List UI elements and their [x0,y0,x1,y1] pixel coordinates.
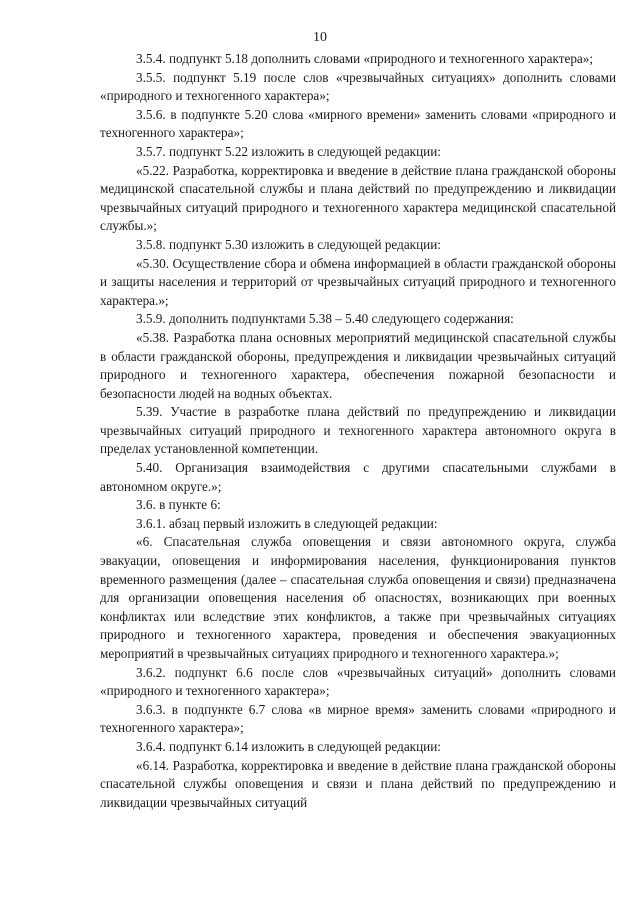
paragraph: 3.6.4. подпункт 6.14 изложить в следующей редакции: [136,738,441,754]
paragraph: «6. Спасательная служба оповещения и связи автономного округа, служба эвакуации, оповещения и информирования населения, функционирования пунктов временного размещения (далее – спасательная служба оповещения и связи) предназначена для организации оповещения населения об опасностях, возникающих при военных конфликтах или вследствие этих конфликтов, а также при чрезвычайных ситуациях природного и техногенного характера, проведения и обеспечения эвакуационных мероприятий в чрезвычайных ситуациях природного и техногенного характера.»; [100,534,616,661]
paragraph: 5.40. Организация взаимодействия с другими спасательными службами в автономном округе.»; [100,460,616,494]
paragraph: «5.30. Осуществление сбора и обмена информацией в области гражданской обороны и защиты населения и территорий от чрезвычайных ситуаций природного и техногенного характера.»; [100,255,616,308]
paragraph: «5.22. Разработка, корректировка и введение в действие плана гражданской обороны медицинской спасательной службы и плана действий по предупреждению и ликвидации чрезвычайных ситуаций природного и техногенного характера медицинской спасательной службы.»; [100,162,616,234]
document-body [100,50,616,812]
paragraph: 3.6.1. абзац первый изложить в следующей редакции: [136,515,438,531]
page-number: 10 [313,30,327,45]
paragraph: 3.5.8. подпункт 5.30 изложить в следующей редакции: [136,236,441,252]
paragraph: 3.5.6. в подпункте 5.20 слова «мирного времени» заменить словами «природного и техногенного характера»; [100,106,616,141]
paragraph: 3.5.9. дополнить подпунктами 5.38 – 5.40 следующего содержания: [136,311,514,327]
paragraph: 3.6.3. в подпункте 6.7 слова «в мирное время» заменить словами «природного и техногенного характера»; [100,701,616,736]
paragraph: «6.14. Разработка, корректировка и введение в действие плана гражданской обороны спасательной службы оповещения и связи и плана действий по предупреждению и ликвидации чрезвычайных ситуаций [100,757,616,810]
paragraph: 5.39. Участие в разработке плана действий по предупреждению и ликвидации чрезвычайных ситуаций природного и техногенного характера автономного округа в пределах установленной компетенции. [100,404,616,457]
paragraph: 3.6.2. подпункт 6.6 после слов «чрезвычайных ситуаций» дополнить словами «природного и техногенного характера»; [100,664,616,699]
paragraph: 3.5.4. подпункт 5.18 дополнить словами «природного и техногенного характера»; [136,51,594,66]
paragraph: 3.5.5. подпункт 5.19 после слов «чрезвычайных ситуациях» дополнить словами «природного и техногенного характера»; [100,69,616,104]
paragraph: 3.6. в пункте 6: [136,497,221,513]
paragraph: «5.38. Разработка плана основных мероприятий медицинской спасательной службы в области гражданской обороны, предупреждения и ликвидации чрезвычайных ситуаций природного и техногенного характера, обеспечения пожарной безопасности и безопасности людей на водных объектах. [100,329,616,401]
paragraph: 3.5.7. подпункт 5.22 изложить в следующей редакции: [136,143,441,159]
